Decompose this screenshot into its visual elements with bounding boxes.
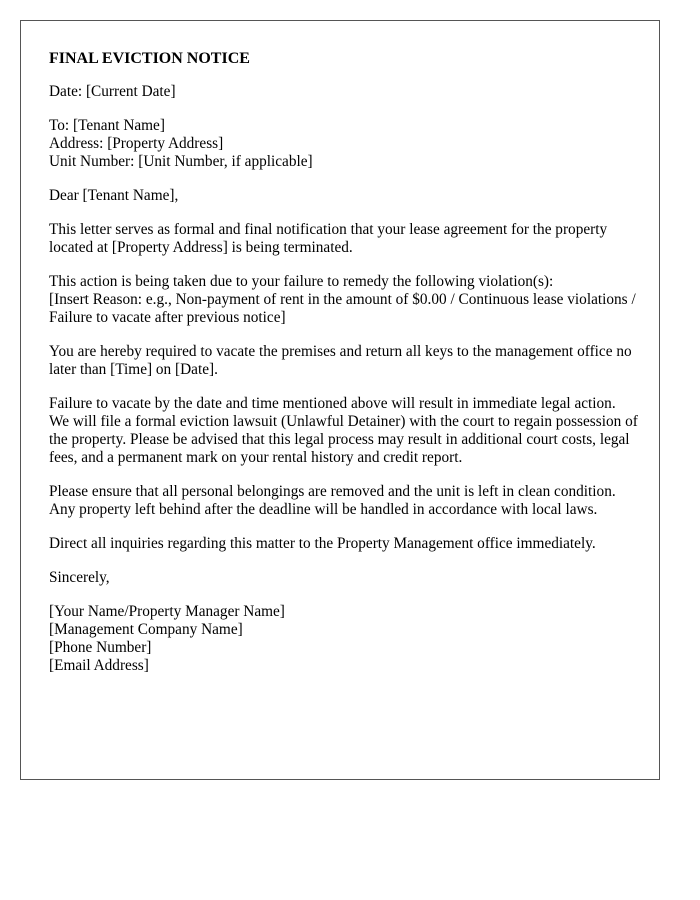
- signature-email: [Email Address]: [49, 657, 149, 674]
- termination-paragraph: This letter serves as formal and final notification that your lease agreement for the property located at [Property Address] is being terminated.: [49, 221, 608, 256]
- signature-phone: [Phone Number]: [49, 639, 152, 656]
- violation-intro: This action is being taken due to your failure to remedy the following violation(s):: [49, 273, 554, 290]
- recipient-unit: Unit Number: [Unit Number, if applicable]: [49, 153, 313, 170]
- recipient-address: Address: [Property Address]: [49, 135, 224, 152]
- notice-page: [20, 20, 660, 780]
- notice-content: [49, 49, 639, 675]
- salutation: Dear [Tenant Name],: [49, 187, 179, 204]
- recipient-to: To: [Tenant Name]: [49, 117, 165, 134]
- violation-paragraph: [49, 273, 639, 327]
- signature-company: [Management Company Name]: [49, 621, 243, 638]
- inquiries-paragraph: Direct all inquiries regarding this matter to the Property Management office immediately.: [49, 535, 596, 552]
- date-line: Date: [Current Date]: [49, 83, 176, 100]
- vacate-paragraph: You are hereby required to vacate the premises and return all keys to the management office no later than [Time] on [Date].: [49, 343, 632, 378]
- signature-name: [Your Name/Property Manager Name]: [49, 603, 285, 620]
- closing: Sincerely,: [49, 569, 110, 586]
- legal-action-paragraph: Failure to vacate by the date and time mentioned above will result in immediate legal action. We will file a formal eviction lawsuit (Unlawful Detainer) with the court to regain possession of the property. Please be advised that this legal process may result in additional court costs, legal fees, and a permanent mark on your rental history and credit report.: [49, 395, 638, 466]
- signature-block: [49, 603, 639, 675]
- recipient-block: [49, 117, 639, 171]
- notice-title: FINAL EVICTION NOTICE: [49, 50, 250, 67]
- belongings-paragraph: Please ensure that all personal belongings are removed and the unit is left in clean condition. Any property left behind after the deadline will be handled in accordance with local laws.: [49, 483, 616, 518]
- violation-reason: [Insert Reason: e.g., Non-payment of rent in the amount of $0.00 / Continuous lease violations / Failure to vacate after previous notice]: [49, 291, 636, 326]
